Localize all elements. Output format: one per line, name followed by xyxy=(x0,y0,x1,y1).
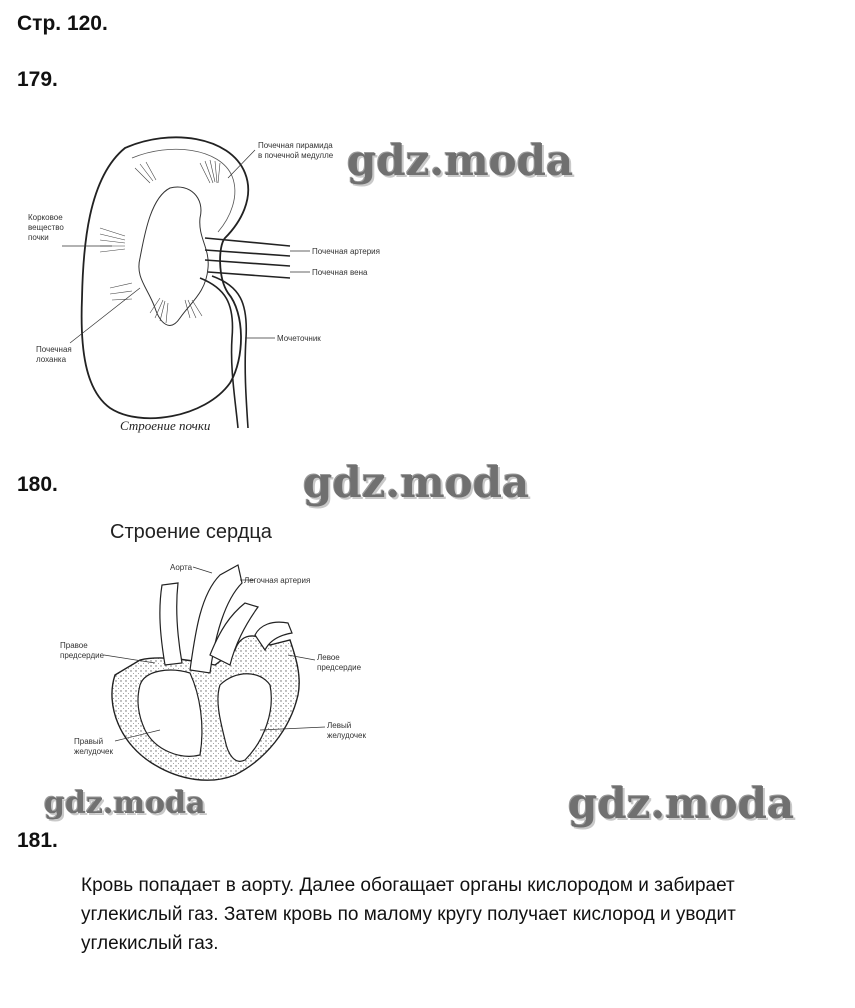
page-header: Стр. 120. xyxy=(17,12,108,35)
watermark-4: gdz.moda xyxy=(568,779,795,828)
heart-diagram xyxy=(60,555,380,795)
answer-line-1: Кровь попадает в аорту. Далее обогащает органы кислородом и забирает xyxy=(81,875,735,896)
heart-label-left-atrium-2: предсердие xyxy=(317,663,362,672)
kidney-label-cortex-3: почки xyxy=(28,233,49,242)
heart-label-left-ventricle-1: Левый xyxy=(327,721,352,730)
kidney-diagram xyxy=(28,128,400,438)
heart-drawing xyxy=(60,555,380,795)
watermark-2: gdz.moda xyxy=(303,458,530,507)
heart-label-right-ventricle-1: Правый xyxy=(74,737,104,746)
kidney-label-pelvis-2: лоханка xyxy=(36,355,67,364)
kidney-label-pyramid-2: в почечной медулле xyxy=(258,151,334,160)
kidney-label-ureter: Мочеточник xyxy=(277,334,321,343)
kidney-label-artery: Почечная артерия xyxy=(312,247,380,256)
task-number-181: 181. xyxy=(17,829,58,852)
kidney-label-pyramid-1: Почечная пирамида xyxy=(258,141,333,150)
kidney-caption: Строение почки xyxy=(120,418,211,433)
heart-label-right-ventricle-2: желудочек xyxy=(74,747,113,756)
answer-181 xyxy=(81,871,851,958)
kidney-drawing xyxy=(40,128,400,438)
heart-label-aorta: Аорта xyxy=(170,563,193,572)
heart-label-left-atrium-1: Левое xyxy=(317,653,340,662)
watermark-3: gdz.moda xyxy=(44,786,206,821)
heart-label-pulmonary: Легочная артерия xyxy=(244,576,311,585)
answer-line-2: углекислый газ. Затем кровь по малому кругу получает кислород и уводит xyxy=(81,904,736,925)
heart-label-right-atrium-2: предсердие xyxy=(60,651,105,660)
answer-line-3: углекислый газ. xyxy=(81,933,219,954)
kidney-label-cortex-1: Корковое xyxy=(28,213,63,222)
heart-label-left-ventricle-2: желудочек xyxy=(327,731,366,740)
heart-title: Строение сердца xyxy=(110,521,272,543)
kidney-label-pelvis-1: Почечная xyxy=(36,345,72,354)
kidney-label-vein: Почечная вена xyxy=(312,268,368,277)
kidney-label-cortex-2: вещество xyxy=(28,223,64,232)
task-number-180: 180. xyxy=(17,473,58,496)
task-number-179: 179. xyxy=(17,68,58,91)
heart-label-right-atrium-1: Правое xyxy=(60,641,88,650)
watermark-1: gdz.moda xyxy=(347,136,574,185)
